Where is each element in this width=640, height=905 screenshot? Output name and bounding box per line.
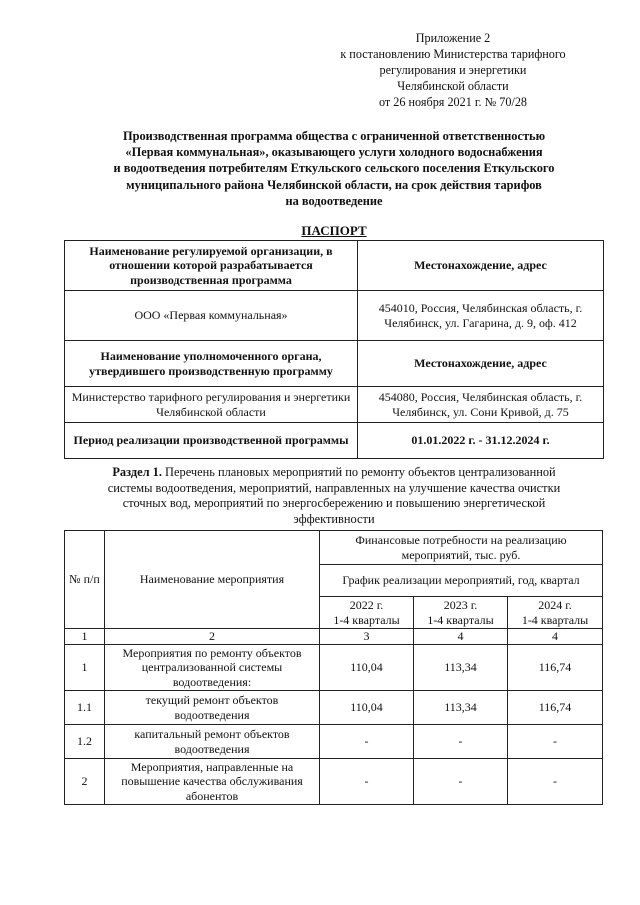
title-line: муниципального района Челябинской области, на срок действия тарифов — [126, 177, 542, 192]
table-row — [65, 691, 603, 725]
row-value-2024: 116,74 — [508, 691, 603, 725]
num-header: № п/п — [65, 531, 105, 629]
appendix-line: Приложение 2 — [415, 31, 491, 45]
table-row — [65, 645, 603, 691]
period-value-cell: 01.01.2022 г. - 31.12.2024 г. — [358, 423, 604, 459]
schedule-header: График реализации мероприятий, год, квартал — [320, 565, 603, 597]
authority-address-cell: 454080, Россия, Челябинская область, г. Челябинск, ул. Сони Кривой, д. 75 — [358, 387, 604, 423]
col-number: 3 — [320, 629, 414, 645]
quarters-label: 1-4 кварталы — [427, 612, 494, 627]
col-number: 4 — [414, 629, 508, 645]
section1-heading-line: эффективности — [293, 511, 375, 526]
row-value-2024: - — [508, 759, 603, 805]
period-label-cell: Период реализации производственной программы — [65, 423, 358, 459]
year-label: 2024 г. — [538, 598, 572, 612]
authority-header-cell: Наименование уполномоченного органа, утвердившего производственную программу — [65, 341, 358, 387]
appendix-line: регулирования и энергетики — [379, 63, 527, 77]
title-line: «Первая коммунальная», оказывающего услуги холодного водоснабжения — [125, 145, 543, 160]
col-number: 2 — [105, 629, 320, 645]
title-line: на водоотведение — [285, 193, 383, 208]
row-value-2024: - — [508, 725, 603, 759]
org-address-cell: 454010, Россия, Челябинская область, г. Челябинск, ул. Гагарина, д. 9, оф. 412 — [358, 291, 604, 341]
org-header-cell: Наименование регулируемой организации, в отношении которой разрабатывается производственная программа — [65, 241, 358, 291]
section1-heading — [64, 465, 604, 527]
row-num: 1.1 — [65, 691, 105, 725]
row-value-2022: - — [320, 759, 414, 805]
appendix-line: от 26 ноября 2021 г. № 70/28 — [378, 95, 528, 109]
year-2023-header — [414, 597, 508, 629]
row-value-2023: 113,34 — [414, 691, 508, 725]
row-num: 1.2 — [65, 725, 105, 759]
passport-table — [64, 240, 604, 459]
title-line: Производственная программа общества с ограниченной ответственностью — [122, 129, 546, 143]
section1-table — [64, 530, 603, 805]
name-header: Наименование мероприятия — [105, 531, 320, 629]
row-name: Мероприятия, направленные на повышение качества обслуживания абонентов — [105, 759, 320, 805]
authority-address-header-cell: Местонахождение, адрес — [358, 341, 604, 387]
authority-name-cell: Министерство тарифного регулирования и энергетики Челябинской области — [65, 387, 358, 423]
col-number: 1 — [65, 629, 105, 645]
section-number: Раздел 1. — [112, 465, 162, 479]
appendix-block — [318, 30, 588, 110]
row-name: текущий ремонт объектов водоотведения — [105, 691, 320, 725]
year-2022-header — [320, 597, 414, 629]
section1-heading-line: сточных вод, мероприятий по энергосбережению и повышению энергетической — [122, 496, 546, 510]
quarters-label: 1-4 кварталы — [333, 612, 400, 627]
row-value-2024: 116,74 — [508, 645, 603, 691]
table-row — [65, 725, 603, 759]
quarters-label: 1-4 кварталы — [521, 612, 589, 627]
row-num: 2 — [65, 759, 105, 805]
row-name: капитальный ремонт объектов водоотведения — [105, 725, 320, 759]
row-value-2022: 110,04 — [320, 691, 414, 725]
year-2024-header — [508, 597, 603, 629]
row-value-2023: 113,34 — [414, 645, 508, 691]
appendix-line: Челябинской области — [397, 79, 509, 93]
section-heading-text: Перечень плановых мероприятий по ремонту объектов централизованной — [161, 465, 556, 479]
year-label: 2022 г. — [349, 598, 384, 612]
appendix-line: к постановлению Министерства тарифного — [340, 47, 566, 61]
finance-header: Финансовые потребности на реализацию мероприятий, тыс. руб. — [320, 531, 603, 565]
table-row — [65, 759, 603, 805]
passport-title: ПАСПОРТ — [301, 223, 367, 238]
section1-heading-line — [64, 465, 604, 481]
row-name: Мероприятия по ремонту объектов централизованной системы водоотведения: — [105, 645, 320, 691]
col-number: 4 — [508, 629, 603, 645]
year-label: 2023 г. — [443, 598, 478, 612]
row-value-2023: - — [414, 725, 508, 759]
row-num: 1 — [65, 645, 105, 691]
row-value-2023: - — [414, 759, 508, 805]
section1-heading-line: системы водоотведения, мероприятий, направленных на улучшение качества очистки — [107, 480, 561, 495]
row-value-2022: 110,04 — [320, 645, 414, 691]
document-title — [64, 128, 604, 209]
row-value-2022: - — [320, 725, 414, 759]
address-header-cell: Местонахождение, адрес — [358, 241, 604, 291]
org-name-cell: ООО «Первая коммунальная» — [65, 291, 358, 341]
title-line: и водоотведения потребителям Еткульского сельского поселения Еткульского — [113, 161, 555, 176]
